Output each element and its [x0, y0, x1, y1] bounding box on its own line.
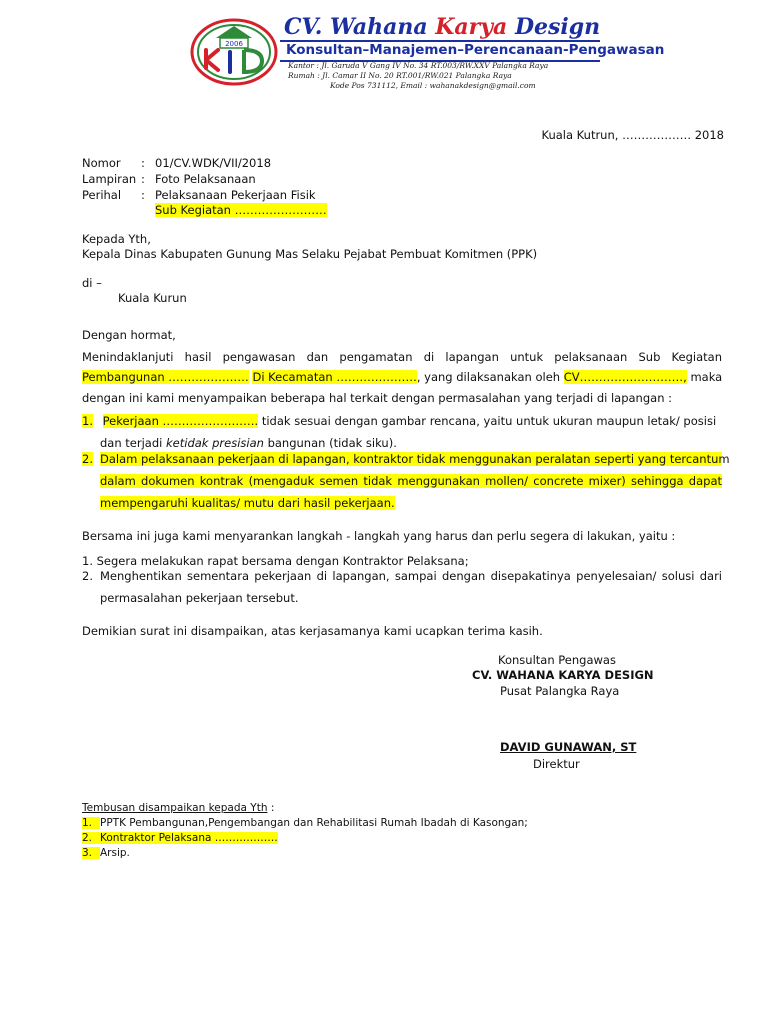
address-rumah: Rumah : Jl. Camar II No. 20 RT.001/RW.021 Palangka Raya [288, 71, 512, 80]
kepada-yth: Kepada Yth, [82, 232, 151, 246]
recipient-name: Kepala Dinas Kabupaten Gunung Mas Selaku Pejabat Pembuat Komitmen (PPK) [82, 247, 538, 261]
company-logo [190, 16, 278, 86]
lampiran-colon: : [141, 172, 145, 186]
para1-line3: dengan ini kami menyampaikan beberapa hal terkait dengan permasalahan yang terjadi di lapangan : [82, 391, 673, 405]
company-name: CV. Wahana Karya Design [284, 14, 601, 40]
letter-date: Kuala Kutrun, ……………… 2018 [541, 128, 724, 142]
issue2-num: 2. [82, 452, 93, 466]
advice-intro: Bersama ini juga kami menyarankan langkah - langkah yang harus dan perlu segera di lakukan, yaitu : [82, 529, 676, 543]
signature-role: Konsultan Pengawas [498, 653, 616, 667]
recipient-place: Kuala Kurun [118, 291, 187, 305]
para1-line1: Menindaklanjuti hasil pengawasan dan pengamatan di lapangan untuk pelaksanaan Sub Kegiatan [82, 350, 722, 364]
cc-heading: Tembusan disampaikan kepada Yth : [82, 802, 275, 814]
advice-item1: 1. Segera melakukan rapat bersama dengan Kontraktor Pelaksana; [82, 554, 469, 568]
nomor-label: Nomor [82, 156, 121, 170]
perihal-colon: : [141, 188, 145, 202]
issue2-line3: mempengaruhi kualitas/ mutu dari hasil pekerjaan. [100, 496, 395, 510]
recipient-di: di – [82, 276, 102, 290]
perihal-sub-kegiatan: Sub Kegiatan …………………… [155, 203, 327, 217]
para1-pembangunan: Pembangunan ………………… [82, 370, 249, 384]
issue2-line2: dalam dokumen kontrak (mengaduk semen tidak menggunakan mollen/ concrete mixer) sehingga dapat [100, 474, 722, 488]
nomor-colon: : [141, 156, 145, 170]
address-kantor: Kantor : Jl. Garuda V Gang IV No. 34 RT.003/RW.XXV Palangka Raya [288, 61, 549, 70]
signatory-name: DAVID GUNAWAN, ST [500, 740, 637, 754]
address-kode-pos-email: Kode Pos 731112, Email : wahanakdesign@gmail.com [330, 81, 536, 90]
para1-cv: CV………………………, [563, 370, 687, 384]
para1-line2: Pembangunan ………………… Di Kecamatan …………………, yang dilaksanakan oleh CV………………………, maka [82, 370, 723, 384]
issue1-line2: dan terjadi ketidak presisian bangunan (tidak siku). [100, 436, 397, 450]
closing-sentence: Demikian surat ini disampaikan, atas kerjasamanya kami ucapkan terima kasih. [82, 624, 543, 638]
perihal-value: Pelaksanaan Pekerjaan Fisik [155, 188, 316, 202]
nomor-value: 01/CV.WDK/VII/2018 [155, 156, 272, 170]
signatory-title: Direktur [533, 757, 580, 771]
cc-item: 3. Arsip. [82, 847, 130, 859]
cc-item: 1. PPTK Pembangunan,Pengembangan dan Rehabilitasi Rumah Ibadah di Kasongan; [82, 817, 528, 829]
cc-item: 2. Kontraktor Pelaksana ……………… [82, 832, 278, 844]
signature-office: Pusat Palangka Raya [500, 684, 620, 698]
para1-kecamatan: Di Kecamatan ………………… [252, 370, 417, 384]
lampiran-label: Lampiran [82, 172, 137, 186]
svg-text:2006: 2006 [225, 40, 243, 48]
signature-company: CV. WAHANA KARYA DESIGN [472, 668, 654, 682]
issue2-line1: Dalam pelaksanaan pekerjaan di lapangan, kontraktor tidak menggunakan peralatan seperti yang tercantum [100, 452, 730, 466]
company-subtitle: Konsultan–Manajemen–Perencanaan-Pengawasan [286, 42, 665, 58]
salutation: Dengan hormat, [82, 328, 176, 342]
advice-item2-line2: permasalahan pekerjaan tersebut. [100, 591, 299, 605]
advice-item2-line1: Menghentikan sementara pekerjaan di lapangan, sampai dengan disepakatinya penyelesaian/ solusi dari [100, 569, 722, 583]
perihal-label: Perihal [82, 188, 122, 202]
advice-item2-num: 2. [82, 569, 93, 583]
lampiran-value: Foto Pelaksanaan [155, 172, 256, 186]
issue1-line1: 1. Pekerjaan ……………………. tidak sesuai dengan gambar rencana, yaitu untuk ukuran maupun letak/ posisi [82, 414, 717, 428]
